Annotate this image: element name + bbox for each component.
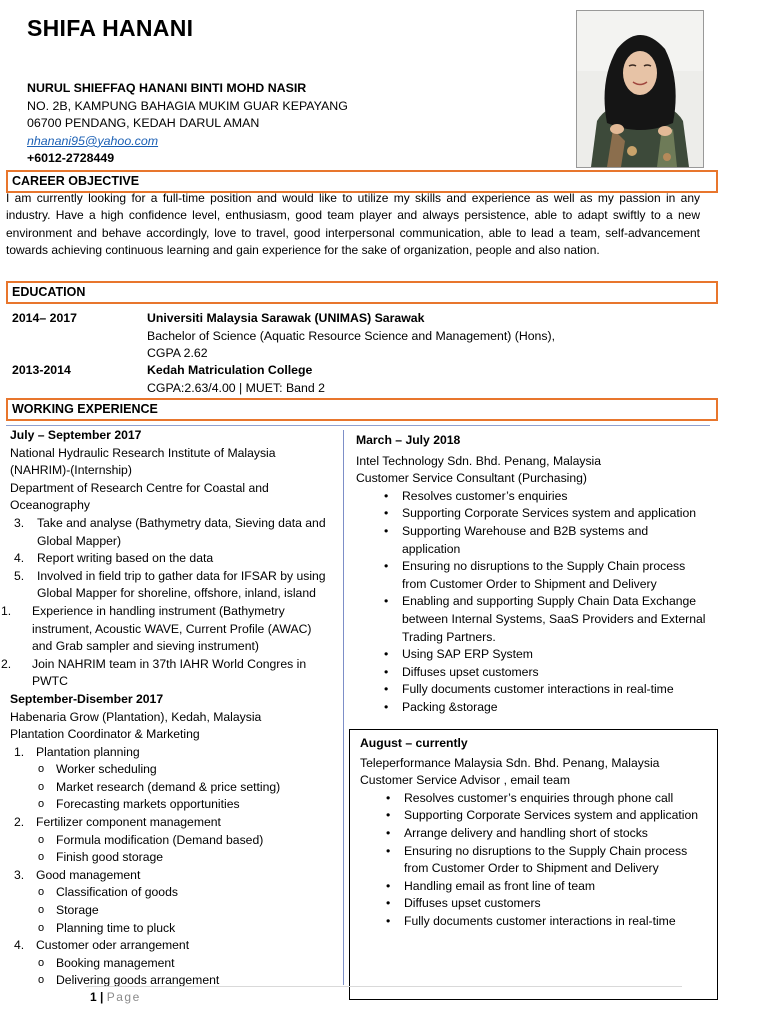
edu-cgpa: CGPA 2.62 [147, 346, 208, 360]
sub-item-text: Market research (demand & price setting) [56, 779, 281, 794]
contact-block [27, 80, 348, 168]
bullet-text: Supporting Corporate Services system and application [402, 506, 697, 521]
job3-bullet-list [356, 488, 716, 717]
right-column-lower [360, 735, 712, 931]
job4-bullet-list [360, 790, 712, 931]
sub-item [38, 955, 340, 973]
item-text: Global Mapper) [37, 533, 121, 548]
sub-item-text: Classification of goods [56, 885, 178, 900]
edu-school: Universiti Malaysia Sarawak (UNIMAS) Sarawak [147, 311, 425, 325]
bullet-item [356, 646, 716, 664]
item-number: 3. [14, 867, 25, 882]
sub-item-text: Finish good storage [56, 850, 164, 865]
bullet-icon: • [384, 594, 389, 609]
item-number: 4. [14, 938, 25, 953]
bullet-text: Supporting Warehouse and B2B systems and [402, 523, 649, 538]
bullet-text: Fully documents customer interactions in real-time [404, 913, 676, 928]
item-text: Experience in handling instrument (Bathymetry [32, 603, 285, 618]
bullet-text: Ensuring no disruptions to the Supply Chain process [402, 559, 686, 574]
item-text: Global Mapper for shoreline, offshore, inland, island [37, 586, 316, 601]
item-number: 1. [14, 744, 25, 759]
bullet-text: Fully documents customer interactions in real-time [402, 682, 674, 697]
bullet-icon: • [384, 523, 389, 538]
bullet-icon: • [386, 896, 391, 911]
bullet-item [360, 807, 712, 825]
bullet-icon: • [384, 699, 389, 714]
job-date: March – July 2018 [356, 433, 461, 447]
edu-entry [147, 362, 325, 397]
task-group [10, 937, 340, 990]
bullet-text: Diffuses upset customers [402, 664, 539, 679]
bullet-item [360, 878, 712, 896]
bullet-icon: • [384, 664, 389, 679]
bullet-icon: • [384, 559, 389, 574]
circle-bullet-icon: o [38, 904, 45, 917]
task-title: Customer oder arrangement [36, 938, 190, 953]
circle-bullet-icon: o [38, 956, 45, 969]
bullet-text: Using SAP ERP System [402, 647, 533, 662]
edu-years: 2013-2014 [12, 363, 71, 377]
sub-item-text: Booking management [56, 955, 175, 970]
task-group [10, 814, 340, 867]
item-number: 2. [1, 656, 12, 671]
sub-item [38, 832, 340, 850]
page-separator: | [96, 990, 107, 1004]
numbered-item [1, 656, 340, 691]
circle-bullet-icon: o [38, 886, 45, 899]
bullet-item [356, 488, 716, 506]
sub-item [38, 972, 340, 990]
circle-bullet-icon: o [38, 851, 45, 864]
address-line-1: NO. 2B, KAMPUNG BAHAGIA MUKIM GUAR KEPAYANG [27, 98, 348, 113]
sub-item-text: Forecasting markets opportunities [56, 797, 240, 812]
circle-bullet-icon: o [38, 763, 45, 776]
education-list [0, 310, 700, 400]
edu-school: Kedah Matriculation College [147, 363, 313, 377]
bullet-icon: • [386, 825, 391, 840]
bullet-item [356, 593, 716, 646]
bullet-icon: • [384, 647, 389, 662]
left-column [1, 427, 340, 990]
email-link[interactable]: nhanani95@yahoo.com [27, 133, 159, 148]
item-text: and Grab sampler and sieving instrument) [32, 639, 259, 654]
bullet-text: from Customer Order to Shipment and Delivery [404, 861, 659, 876]
circle-bullet-icon: o [38, 921, 45, 934]
bullet-icon: • [386, 913, 391, 928]
bullet-icon: • [386, 843, 391, 858]
bullet-item [360, 895, 712, 913]
candidate-name: SHIFA HANANI [27, 15, 194, 41]
numbered-item [10, 515, 340, 550]
edu-degree: Bachelor of Science (Aquatic Resource Science and Management) (Hons), [147, 328, 556, 343]
page-number: 1 [90, 990, 97, 1004]
numbered-item [10, 550, 340, 568]
bullet-text: application [402, 541, 461, 556]
column-divider [343, 430, 344, 985]
bullet-text: Resolves customer’s enquiries through phone call [404, 790, 674, 805]
item-number: 5. [14, 568, 25, 583]
edu-results: CGPA:2.63/4.00 | MUET: Band 2 [147, 380, 325, 395]
bullet-item [356, 699, 716, 717]
bullet-item [360, 913, 712, 931]
bullet-icon: • [386, 808, 391, 823]
job-dept: Oceanography [10, 498, 90, 513]
section-career-objective: CAREER OBJECTIVE [6, 170, 718, 193]
circle-bullet-icon: o [38, 780, 45, 793]
job-date: September-Disember 2017 [10, 691, 164, 706]
sub-item-text: Delivering goods arrangement [56, 973, 220, 988]
sub-item [38, 761, 340, 779]
sub-item-text: Worker scheduling [56, 762, 157, 777]
bullet-item [356, 681, 716, 699]
item-number: 1. [1, 603, 12, 618]
bullet-item [356, 664, 716, 682]
right-column-upper [356, 432, 716, 717]
edu-entry [147, 310, 555, 363]
sub-item [38, 884, 340, 902]
sub-item [38, 779, 340, 797]
sub-item [38, 796, 340, 814]
section-working-experience: WORKING EXPERIENCE [6, 398, 718, 421]
sub-item-text: Formula modification (Demand based) [56, 832, 264, 847]
page-footer [90, 990, 141, 1004]
bullet-icon: • [384, 488, 389, 503]
circle-bullet-icon: o [38, 833, 45, 846]
bullet-icon: • [386, 878, 391, 893]
sub-item [38, 902, 340, 920]
bullet-text: Handling email as front line of team [404, 878, 596, 893]
sub-item-text: Storage [56, 903, 99, 918]
item-text: Take and analyse (Bathymetry data, Sieving data and [37, 515, 326, 530]
circle-bullet-icon: o [38, 798, 45, 811]
item-text: PWTC [32, 674, 68, 689]
job-role: Plantation Coordinator & Marketing [10, 727, 200, 742]
bullet-item [356, 523, 716, 558]
bullet-icon: • [386, 790, 391, 805]
numbered-item [1, 603, 340, 656]
task-group [10, 744, 340, 814]
item-number: 3. [14, 515, 25, 530]
bullet-icon: • [384, 506, 389, 521]
bullet-item [360, 825, 712, 843]
section-education: EDUCATION [6, 281, 718, 304]
sub-item [38, 920, 340, 938]
job-dept: Department of Research Centre for Coastal and [10, 480, 269, 495]
job-org: (NAHRIM)-(Internship) [10, 463, 132, 478]
task-title: Plantation planning [36, 744, 140, 759]
bullet-text: Ensuring no disruptions to the Supply Chain process [404, 843, 688, 858]
objective-text: I am currently looking for a full-time position and would like to utilize my skills and experience as well as my passion in any industry. Have a high confidence level, enthusiasm, good team player and always persistence, able to adapt swiftly to a new environment and behave accordingly, love to travel, good interpersonal communication, able to lead a team, self-advancement towards achieving continuous learning and gain experience for the sake of organization, people and also nation. [6, 191, 700, 257]
item-number: 4. [14, 551, 25, 566]
bullet-text: Trading Partners. [402, 629, 496, 644]
item-text: Report writing based on the data [37, 551, 214, 566]
bullet-item [360, 843, 712, 878]
bullet-text: from Customer Order to Shipment and Delivery [402, 576, 657, 591]
bullet-text: Supporting Corporate Services system and application [404, 808, 699, 823]
page-label: Page [106, 990, 141, 1004]
task-title: Fertilizer component management [36, 815, 221, 830]
bullet-text: Packing &storage [402, 699, 498, 714]
sub-item-text: Planning time to pluck [56, 920, 176, 935]
task-title: Good management [36, 867, 141, 882]
job-org: Teleperformance Malaysia Sdn. Bhd. Penang, Malaysia [360, 755, 660, 770]
item-text: Involved in field trip to gather data for IFSAR by using [37, 568, 326, 583]
bullet-item [356, 505, 716, 523]
job-org: Habenaria Grow (Plantation), Kedah, Malaysia [10, 709, 262, 724]
bullet-text: Enabling and supporting Supply Chain Data Exchange [402, 594, 697, 609]
job-role: Customer Service Consultant (Purchasing) [356, 471, 587, 486]
job-org: National Hydraulic Research Institute of Malaysia [10, 445, 276, 460]
task-group [10, 867, 340, 937]
profile-photo [576, 10, 704, 168]
full-name: NURUL SHIEFFAQ HANANI BINTI MOHD NASIR [27, 81, 307, 95]
job-date: July – September 2017 [10, 428, 142, 442]
phone-number: +6012-2728449 [27, 151, 115, 166]
item-text: Join NAHRIM team in 37th IAHR World Congres in [32, 656, 307, 671]
bullet-text: Diffuses upset customers [404, 896, 541, 911]
circle-bullet-icon: o [38, 974, 45, 987]
job1-numbered-list-2 [1, 603, 340, 691]
column-top-divider [6, 425, 710, 426]
bullet-item [356, 558, 716, 593]
job1-numbered-list [10, 515, 340, 603]
job-role: Customer Service Advisor , email team [360, 773, 570, 788]
numbered-item [10, 568, 340, 603]
edu-years: 2014– 2017 [12, 311, 77, 325]
bullet-icon: • [384, 682, 389, 697]
job-date: August – currently [360, 736, 468, 750]
bullet-text: Resolves customer’s enquiries [402, 488, 568, 503]
item-text: instrument, Acoustic WAVE, Current Profile (AWAC) [32, 621, 312, 636]
sub-item [38, 849, 340, 867]
bullet-item [360, 790, 712, 808]
job-org: Intel Technology Sdn. Bhd. Penang, Malaysia [356, 453, 602, 468]
address-line-2: 06700 PENDANG, KEDAH DARUL AMAN [27, 116, 260, 131]
job2-task-list [10, 744, 340, 990]
item-number: 2. [14, 815, 25, 830]
bullet-text: between Internal Systems, SaaS Providers and External [402, 611, 706, 626]
footer-rule [86, 986, 682, 987]
bullet-text: Arrange delivery and handling short of stocks [404, 825, 648, 840]
